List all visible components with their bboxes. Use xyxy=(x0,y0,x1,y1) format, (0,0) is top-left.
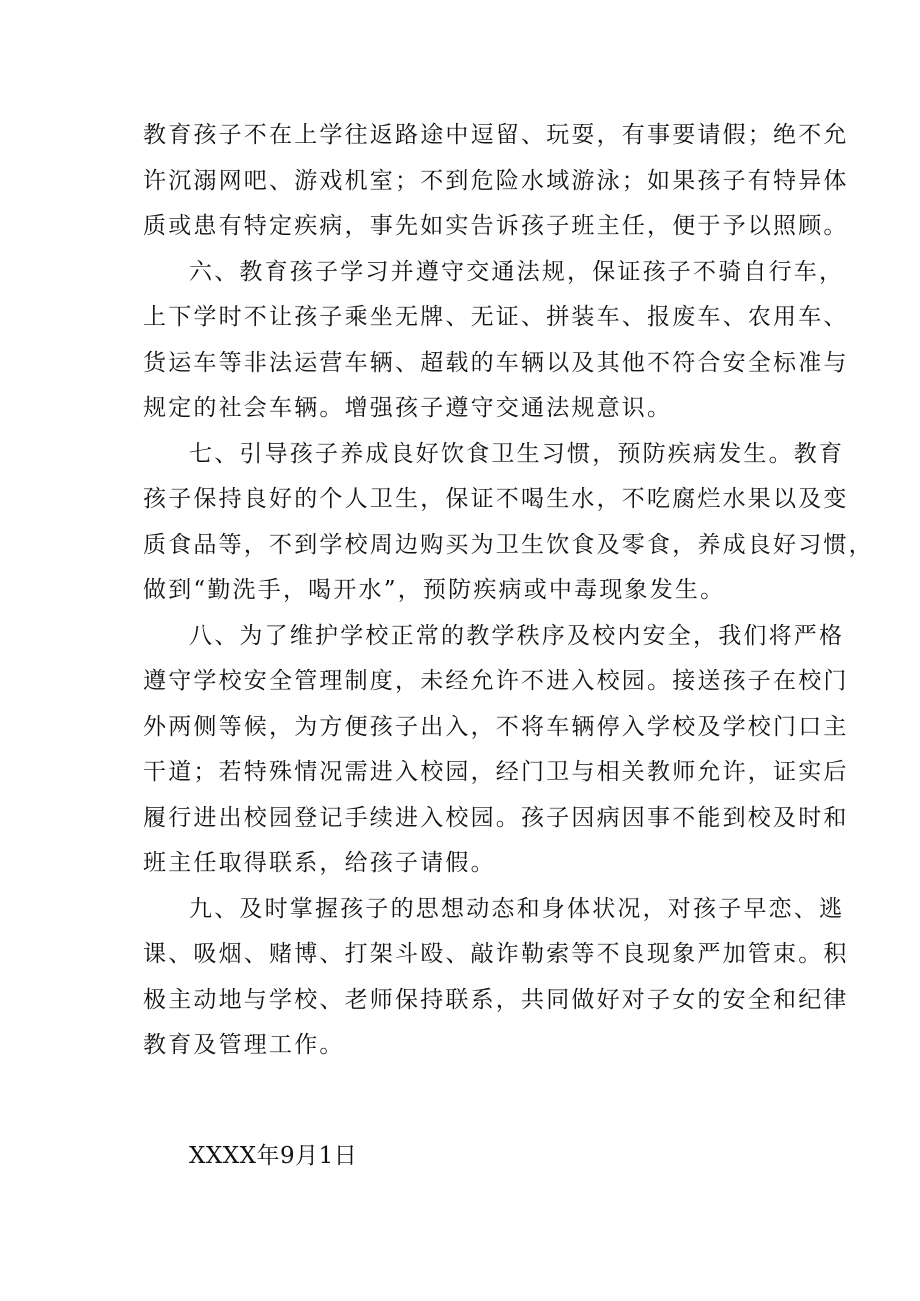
text-line: 教育及管理工作。 xyxy=(143,1032,345,1058)
text-line: 规定的社会车辆。增强孩子遵守交通法规意识。 xyxy=(143,395,673,421)
text-line: 教育孩子不在上学往返路途中逗留、玩耍，有事要请假；绝不允 xyxy=(143,122,849,148)
text-line: 上下学时不让孩子乘坐无牌、无证、拼装车、报废车、农用车、 xyxy=(143,304,849,330)
text-line: 班主任取得联系，给孩子请假。 xyxy=(143,850,496,876)
text-line: 许沉溺网吧、游戏机室；不到危险水域游泳；如果孩子有特异体 xyxy=(143,167,849,194)
text-line: 九、及时掌握孩子的思想动态和身体状况，对孩子早恋、逃 xyxy=(189,895,845,922)
paragraph-7 xyxy=(143,432,874,614)
paragraph-8 xyxy=(143,614,849,887)
text-line: 课、吸烟、赌博、打架斗殴、敲诈勒索等不良现象严加管束。积 xyxy=(143,941,849,967)
paragraph-6 xyxy=(143,250,849,432)
text-line: 七、引导孩子养成良好饮食卫生习惯，预防疾病发生。教育 xyxy=(189,440,845,467)
paragraph-9 xyxy=(143,887,849,1069)
text-line: 质或患有特定疾病，事先如实告诉孩子班主任，便于予以照顾。 xyxy=(143,213,849,239)
text-line: 八、为了维护学校正常的教学秩序及校内安全，我们将严格 xyxy=(189,622,845,649)
document-date: XXXX年9月1日 xyxy=(189,1143,358,1169)
paragraph-5-continued xyxy=(143,113,849,250)
document-body xyxy=(143,113,874,1069)
text-line: 极主动地与学校、老师保持联系，共同做好对子女的安全和纪律 xyxy=(143,986,849,1013)
text-line: 外两侧等候，为方便孩子出入，不将车辆停入学校及学校门口主 xyxy=(143,713,849,740)
text-line: 遵守学校安全管理制度，未经允许不进入校园。接送孩子在校门 xyxy=(143,668,849,694)
text-line: 质食品等，不到学校周边购买为卫生饮食及零食，养成良好习惯， xyxy=(143,531,874,558)
text-line: 干道；若特殊情况需进入校园，经门卫与相关教师允许，证实后 xyxy=(143,759,849,785)
text-line: 做到“勤洗手，喝开水”，预防疾病或中毒现象发生。 xyxy=(143,577,726,603)
text-line: 货运车等非法运营车辆、超载的车辆以及其他不符合安全标准与 xyxy=(143,349,849,376)
text-line: 六、教育孩子学习并遵守交通法规，保证孩子不骑自行车， xyxy=(189,258,845,285)
text-line: 孩子保持良好的个人卫生，保证不喝生水，不吃腐烂水果以及变 xyxy=(143,486,849,512)
text-line: 履行进出校园登记手续进入校园。孩子因病因事不能到校及时和 xyxy=(143,804,849,831)
